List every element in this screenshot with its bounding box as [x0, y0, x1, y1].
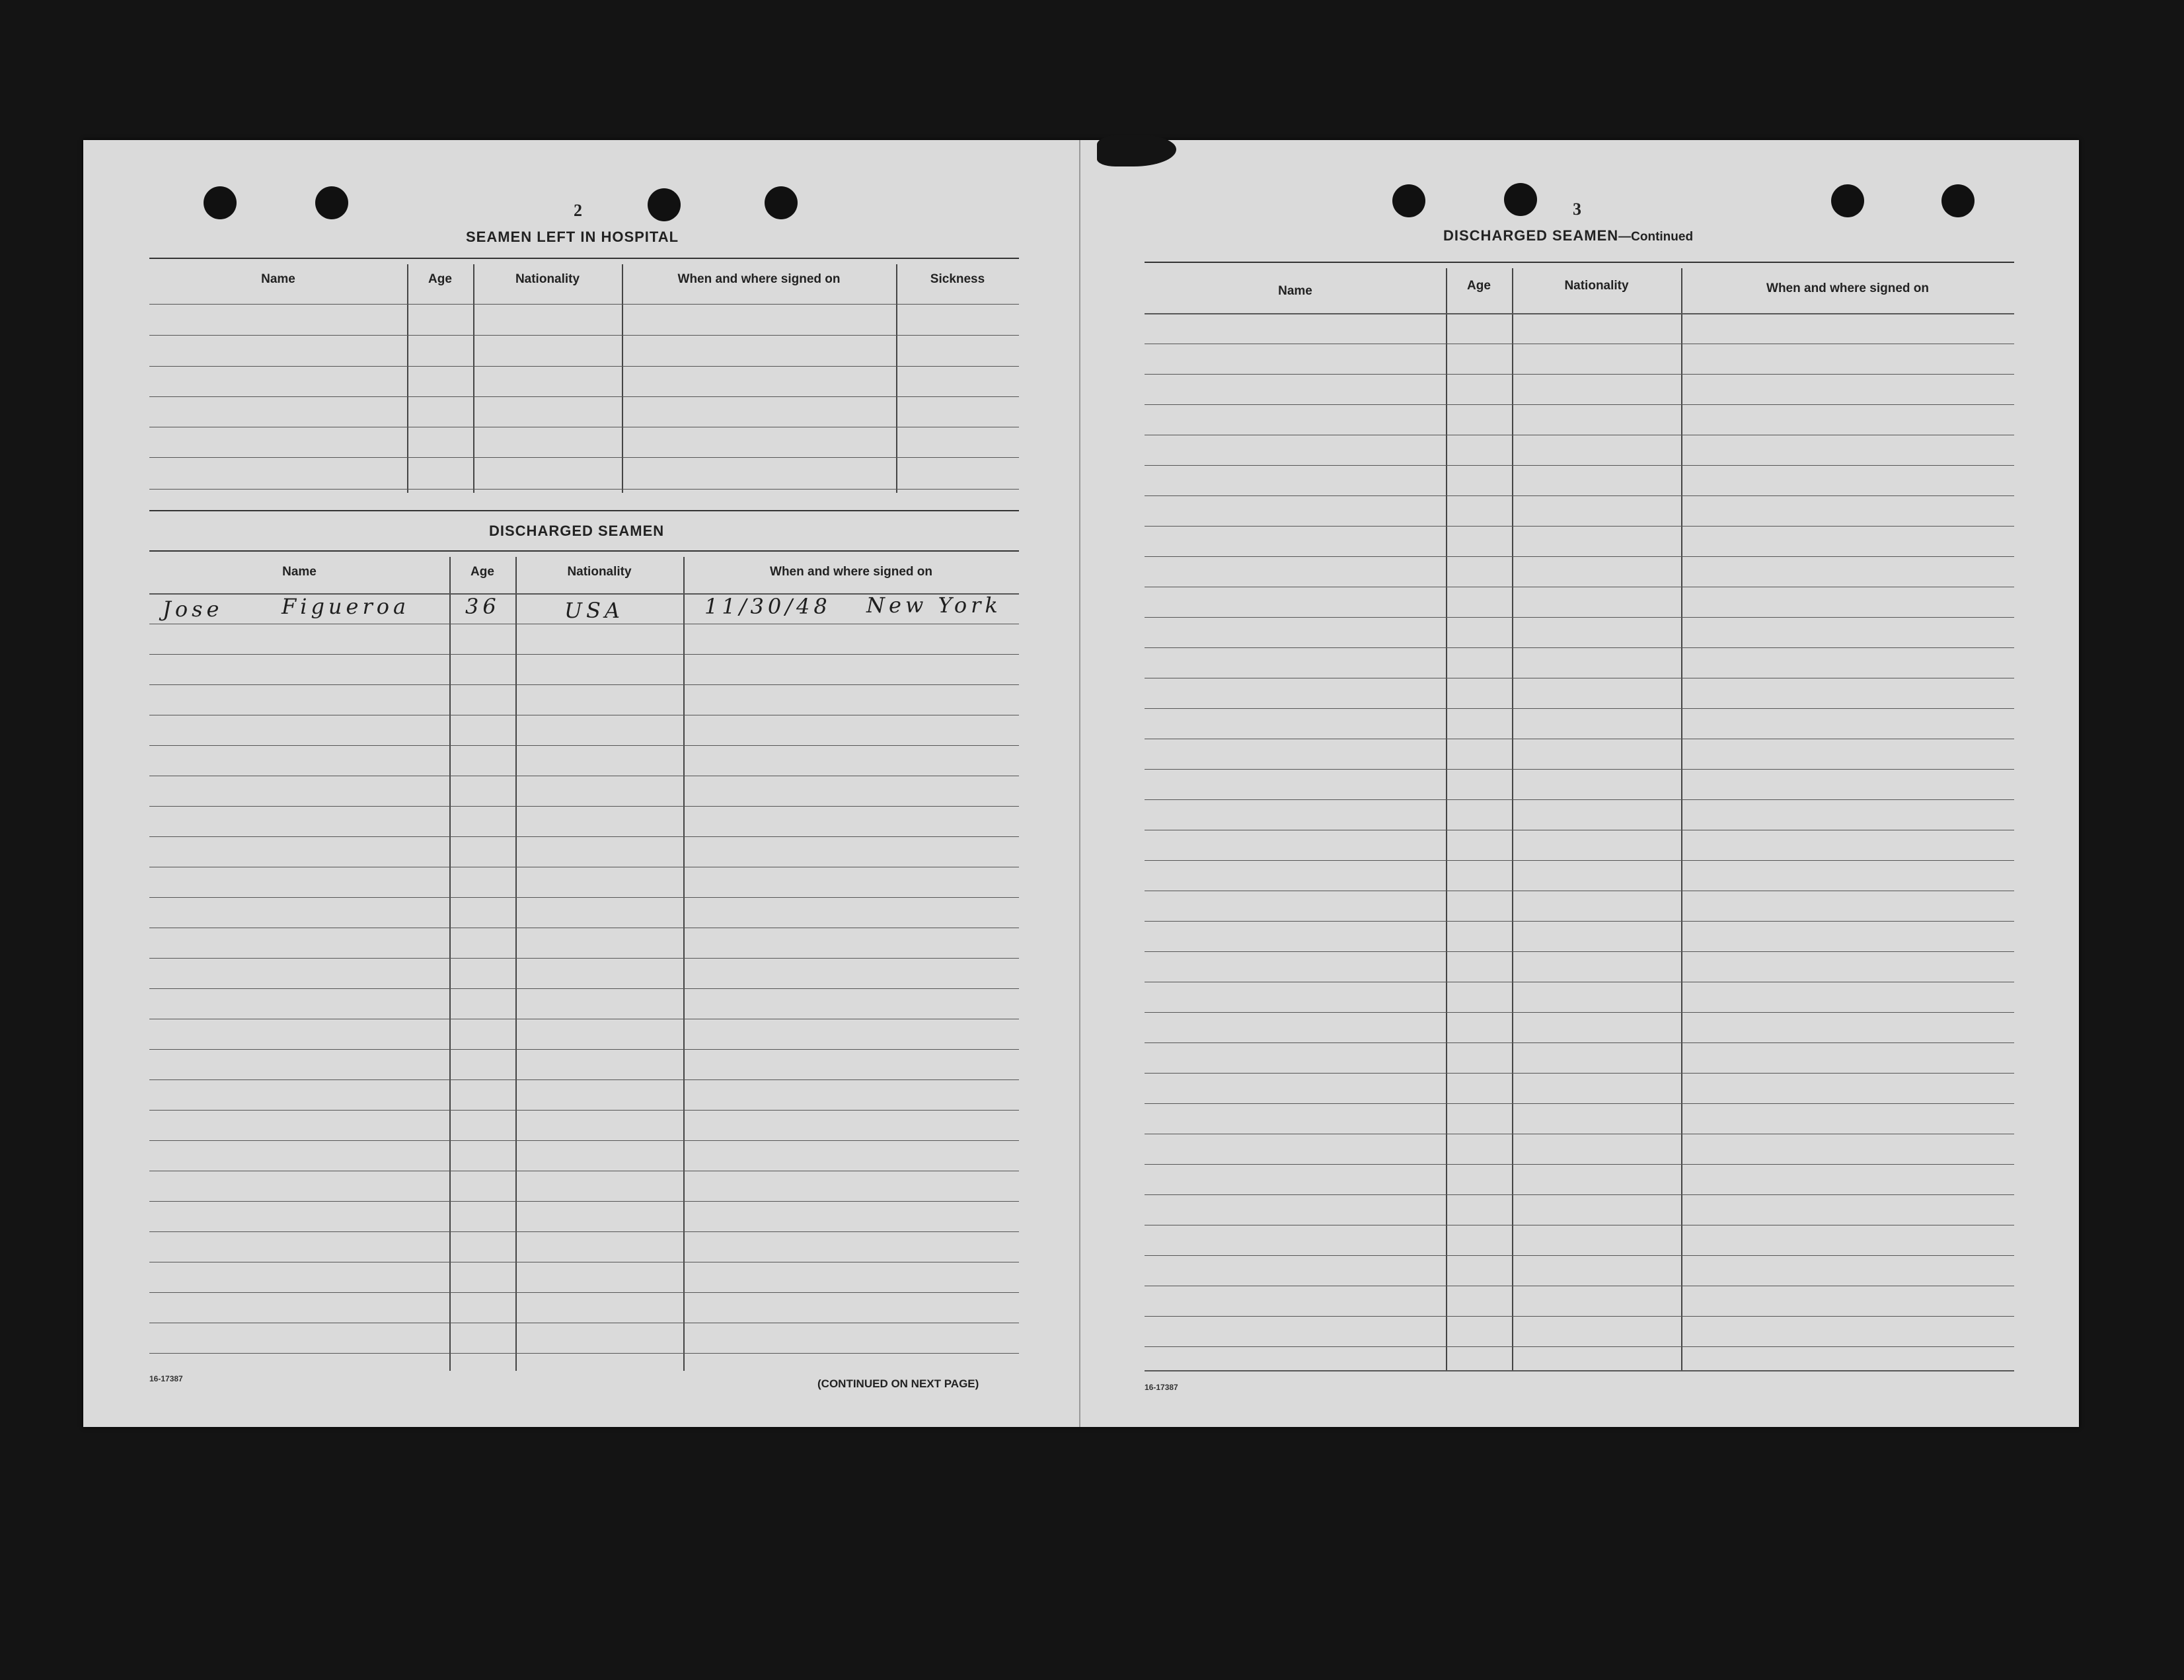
discharged-header-name: Name [282, 565, 317, 579]
right-header-signed-on: When and where signed on [1766, 281, 1929, 295]
discharged-top-rule [149, 550, 1019, 552]
punch-hole [648, 188, 681, 221]
center-fold [1079, 140, 1080, 1427]
entry-age: 36 [465, 594, 500, 619]
punch-hole [765, 186, 798, 219]
discharged-divider [149, 510, 1019, 511]
right-header-name: Name [1278, 284, 1312, 298]
discharged-section-title: DISCHARGED SEAMEN [489, 523, 665, 539]
entry-last-name: Figueroa [282, 594, 410, 619]
hospital-table [149, 264, 1019, 493]
discharged-header-age: Age [471, 565, 494, 579]
punch-hole [204, 186, 237, 219]
right-section-title: DISCHARGED SEAMEN—Continued [1443, 227, 1694, 244]
hospital-header-age: Age [428, 272, 452, 286]
entry-first-name: Jose [163, 597, 223, 622]
right-header-nationality: Nationality [1564, 279, 1629, 293]
right-top-rule [1145, 262, 2014, 263]
discharged-continued-table [1145, 268, 2014, 1371]
discharged-table [149, 557, 1019, 1371]
hospital-top-rule [149, 258, 1019, 259]
hospital-header-signed-on: When and where signed on [677, 272, 841, 286]
punch-hole [1831, 184, 1864, 217]
page-number-left: 2 [574, 201, 582, 220]
form-number-left: 16-17387 [149, 1374, 183, 1383]
punch-hole [315, 186, 348, 219]
discharged-header-signed-on: When and where signed on [770, 565, 932, 579]
discharged-header-nationality: Nationality [567, 565, 632, 579]
page-number-right: 3 [1573, 200, 1581, 219]
right-header-age: Age [1467, 279, 1491, 293]
hospital-section-title: SEAMEN LEFT IN HOSPITAL [466, 229, 679, 245]
punch-hole [1941, 184, 1975, 217]
entry-date: 11/30/48 [704, 594, 831, 619]
punch-hole [1504, 183, 1537, 216]
entry-nationality: USA [564, 598, 624, 623]
hospital-header-sickness: Sickness [930, 272, 985, 286]
form-number-right: 16-17387 [1145, 1383, 1178, 1392]
punch-hole [1392, 184, 1425, 217]
continued-note: (CONTINUED ON NEXT PAGE) [817, 1377, 979, 1390]
hospital-header-nationality: Nationality [515, 272, 580, 286]
hospital-header-name: Name [261, 272, 295, 286]
entry-place: New York [866, 593, 1002, 618]
